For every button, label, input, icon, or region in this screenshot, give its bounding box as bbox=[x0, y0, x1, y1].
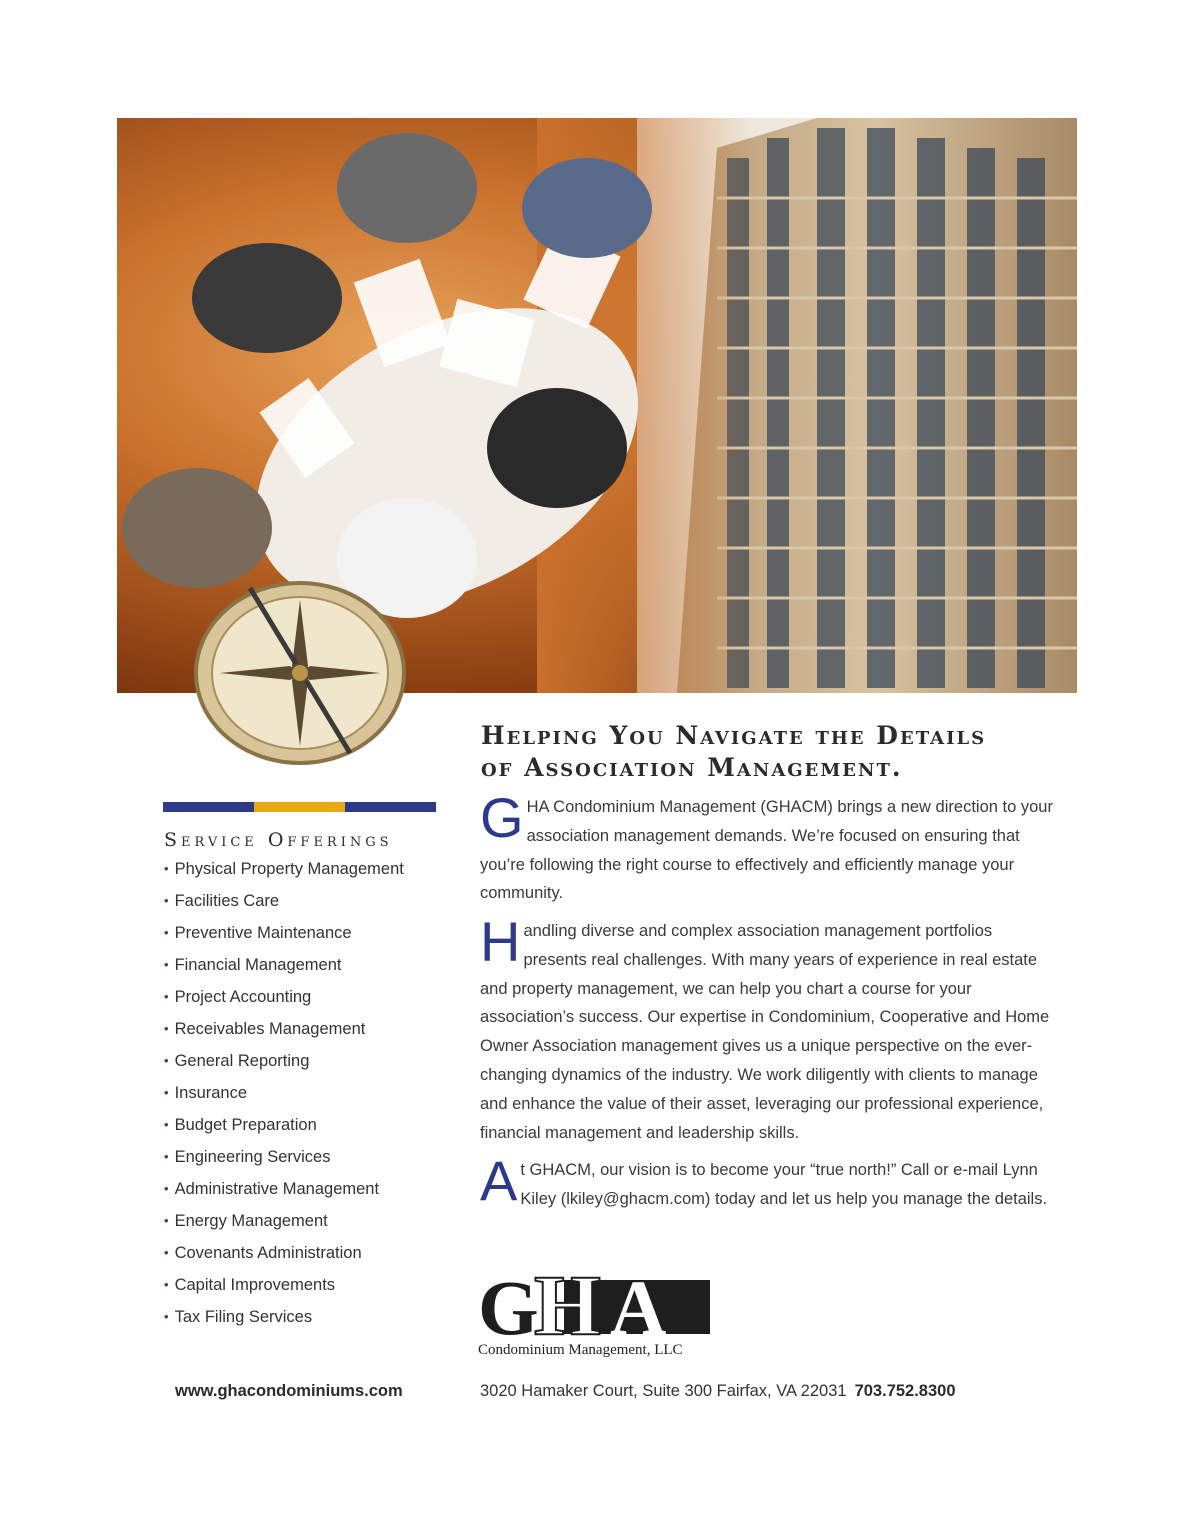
bullet-icon: • bbox=[164, 1117, 169, 1132]
drop-cap: G bbox=[480, 786, 524, 849]
service-item-label: Project Accounting bbox=[174, 988, 312, 1006]
service-item bbox=[164, 1308, 404, 1340]
service-item bbox=[164, 1020, 404, 1052]
bullet-icon: • bbox=[164, 1021, 169, 1036]
service-item-label: Covenants Administration bbox=[174, 1244, 362, 1262]
headline-line-1: Helping You Navigate the Details bbox=[481, 721, 987, 750]
headline bbox=[481, 720, 1081, 784]
bullet-icon: • bbox=[164, 1181, 169, 1196]
gha-logo-mark bbox=[478, 1258, 710, 1342]
service-item bbox=[164, 1212, 404, 1244]
color-bar-segment bbox=[254, 802, 345, 812]
compass-icon bbox=[190, 578, 410, 768]
drop-cap: H bbox=[480, 910, 521, 973]
service-item bbox=[164, 1052, 404, 1084]
service-item-label: Budget Preparation bbox=[174, 1116, 317, 1134]
bullet-icon: • bbox=[164, 893, 169, 908]
bullet-icon: • bbox=[164, 1213, 169, 1228]
service-item bbox=[164, 924, 404, 956]
bullet-icon: • bbox=[164, 861, 169, 876]
service-item bbox=[164, 988, 404, 1020]
service-item-label: Insurance bbox=[174, 1084, 248, 1102]
color-bar-segment bbox=[163, 802, 254, 812]
drop-cap: A bbox=[480, 1149, 518, 1212]
bullet-icon: • bbox=[164, 957, 169, 972]
service-offerings-list bbox=[164, 860, 404, 1340]
service-item-label: Financial Management bbox=[174, 956, 342, 974]
service-item-label: Tax Filing Services bbox=[174, 1308, 313, 1326]
footer-address bbox=[480, 1382, 956, 1401]
compass-image bbox=[190, 578, 410, 768]
service-item-label: Capital Improvements bbox=[174, 1276, 336, 1294]
bullet-icon: • bbox=[164, 1085, 169, 1100]
intro-paragraph bbox=[480, 786, 1055, 908]
service-item bbox=[164, 1244, 404, 1276]
service-item-label: General Reporting bbox=[174, 1052, 310, 1070]
paragraph-text: HA Condominium Management (GHACM) brings a new direction to your association management demands. We’re focused on ensuring that you’re following the right course to effectively and efficiently manage your community. bbox=[480, 798, 1053, 903]
svg-text:G: G bbox=[478, 1264, 539, 1342]
bullet-icon: • bbox=[164, 1245, 169, 1260]
contact-paragraph bbox=[480, 1149, 1055, 1214]
service-item bbox=[164, 860, 404, 892]
service-item-label: Physical Property Management bbox=[174, 860, 404, 878]
service-item bbox=[164, 1084, 404, 1116]
service-item bbox=[164, 1180, 404, 1212]
bullet-icon: • bbox=[164, 1277, 169, 1292]
bullet-icon: • bbox=[164, 1309, 169, 1324]
bullet-icon: • bbox=[164, 1149, 169, 1164]
logo-subtitle: Condominium Management, LLC bbox=[478, 1342, 683, 1358]
service-item bbox=[164, 956, 404, 988]
service-item-label: Energy Management bbox=[174, 1212, 328, 1230]
bullet-icon: • bbox=[164, 925, 169, 940]
paragraph-text: t GHACM, our vision is to become your “true north!” Call or e-mail Lynn Kiley (lkiley@ghacm.com) today and let us help you manage the details. bbox=[520, 1161, 1048, 1208]
service-item-label: Administrative Management bbox=[174, 1180, 380, 1198]
phone-number[interactable]: 703.752.8300 bbox=[854, 1382, 956, 1400]
service-item bbox=[164, 1116, 404, 1148]
service-item-label: Receivables Management bbox=[174, 1020, 366, 1038]
color-bar-segment bbox=[345, 802, 436, 812]
address-text: 3020 Hamaker Court, Suite 300 Fairfax, VA 22031 bbox=[480, 1382, 847, 1400]
svg-text:H: H bbox=[534, 1258, 601, 1342]
service-item-label: Engineering Services bbox=[174, 1148, 331, 1166]
bullet-icon: • bbox=[164, 989, 169, 1004]
service-item-label: Preventive Maintenance bbox=[174, 924, 352, 942]
svg-text:A: A bbox=[610, 1264, 667, 1342]
service-offerings-title: Service Offerings bbox=[164, 829, 393, 851]
service-item bbox=[164, 892, 404, 924]
color-bar bbox=[163, 802, 436, 812]
website-link[interactable]: www.ghacondominiums.com bbox=[175, 1382, 403, 1400]
service-item-label: Facilities Care bbox=[174, 892, 280, 910]
paragraph-text: andling diverse and complex association management portfolios presents real challenges. With many years of experience in real estate and property management, we can help you chart a course for your association’s success. Our expertise in Condominium, Cooperative and Home Owner Association management gives us a unique perspective on the ever-changing dynamics of the industry. We work diligently with clients to manage and enhance the value of their asset, leveraging our professional experience, financial management and leadership skills. bbox=[480, 922, 1050, 1142]
experience-paragraph bbox=[480, 910, 1055, 1147]
bullet-icon: • bbox=[164, 1053, 169, 1068]
headline-line-2: of Association Management. bbox=[481, 753, 903, 782]
service-item bbox=[164, 1148, 404, 1180]
service-item bbox=[164, 1276, 404, 1308]
